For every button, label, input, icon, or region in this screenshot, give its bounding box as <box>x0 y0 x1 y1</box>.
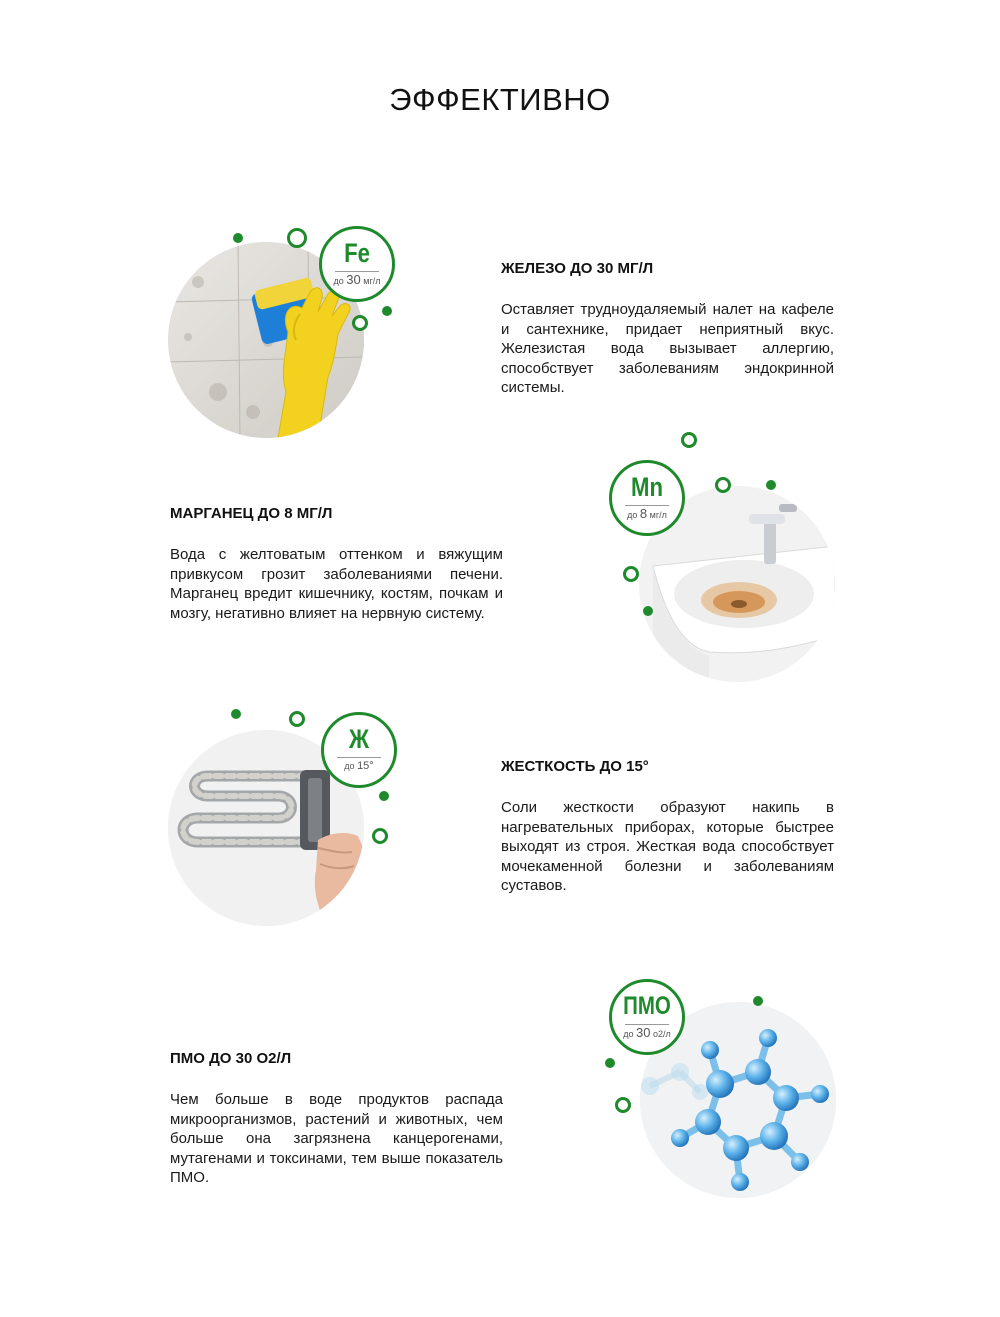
decor-ring-icon <box>623 566 639 582</box>
manganese-heading: МАРГАНЕЦ ДО 8 МГ/Л <box>170 505 333 522</box>
iron-text-block <box>501 259 834 398</box>
pmo-description: Чем больше в воде продуктов распада микроорганизмов, растений и животных, чем больше она загрязнена канцерогенами, мутагенами и токсинами, тем выше показатель ПМО. <box>170 1091 503 1186</box>
manganese-badge <box>609 460 685 536</box>
iron-description: Оставляет трудноудаляемый налет на кафеле и сантехнике, придает неприятный вкус. Железистая вода вызывает аллергию, способствует заболеваниям эндокринной системы. <box>501 301 834 396</box>
manganese-text-block <box>170 504 503 623</box>
manganese-limit <box>612 507 682 522</box>
section-manganese <box>0 430 1000 680</box>
limit-value: 30 <box>636 1025 651 1040</box>
limit-prefix: до <box>623 1029 634 1039</box>
pmo-badge <box>609 979 685 1055</box>
decor-dot-icon <box>382 306 392 316</box>
decor-dot-icon <box>605 1058 615 1068</box>
limit-value: 8 <box>639 506 648 521</box>
decor-dot-icon <box>231 709 241 719</box>
limit-unit: мг/л <box>649 510 667 520</box>
hardness-symbol: Ж <box>348 724 370 754</box>
limit-unit: мг/л <box>363 276 381 286</box>
hardness-heading: ЖЕСТКОСТЬ ДО 15° <box>501 758 649 775</box>
decor-dot-icon <box>766 480 776 490</box>
decor-dot-icon <box>643 606 653 616</box>
limit-prefix: до <box>627 510 638 520</box>
iron-symbol: Fe <box>344 238 370 268</box>
decor-ring-icon <box>352 315 368 331</box>
decor-dot-icon <box>233 233 243 243</box>
hardness-limit <box>324 759 394 773</box>
iron-badge <box>319 226 395 302</box>
decor-ring-icon <box>615 1097 631 1113</box>
hardness-description: Соли жесткости образуют накипь в нагревательных приборах, которые быстрее выходят из строя. Жесткая вода способствует мочекаменной болезни и заболеваниям суставов. <box>501 799 834 894</box>
pmo-symbol: ПМО <box>623 992 671 1020</box>
manganese-description: Вода с желтоватым оттенком и вяжущим привкусом грозит заболеваниями печени. Марганец вредит кишечнику, костям, почкам и мозгу, негативно влияет на нервную систему. <box>170 546 503 622</box>
limit-value: 30 <box>346 272 361 287</box>
decor-ring-icon <box>287 228 307 248</box>
iron-limit <box>322 273 392 288</box>
decor-ring-icon <box>681 432 697 448</box>
decor-dot-icon <box>379 791 389 801</box>
iron-heading: ЖЕЛЕЗО ДО 30 МГ/Л <box>501 260 654 277</box>
limit-prefix: до <box>333 276 344 286</box>
decor-ring-icon <box>372 828 388 844</box>
limit-value: 15° <box>357 760 374 772</box>
decor-dot-icon <box>753 996 763 1006</box>
decor-ring-icon <box>289 711 305 727</box>
manganese-symbol: Mn <box>631 472 663 502</box>
limit-unit: o2/л <box>653 1029 671 1039</box>
hardness-badge <box>321 712 397 788</box>
section-hardness <box>0 700 1000 950</box>
pmo-text-block <box>170 1049 503 1188</box>
section-iron <box>0 215 1000 465</box>
badge-divider <box>337 757 381 758</box>
section-pmo <box>0 970 1000 1220</box>
page-title: ЭФФЕКТИВНО <box>389 82 611 117</box>
pmo-limit <box>612 1026 682 1041</box>
decor-ring-icon <box>715 477 731 493</box>
limit-prefix: до <box>344 761 355 771</box>
pmo-heading: ПМО ДО 30 О2/Л <box>170 1050 292 1067</box>
hardness-text-block <box>501 757 834 896</box>
